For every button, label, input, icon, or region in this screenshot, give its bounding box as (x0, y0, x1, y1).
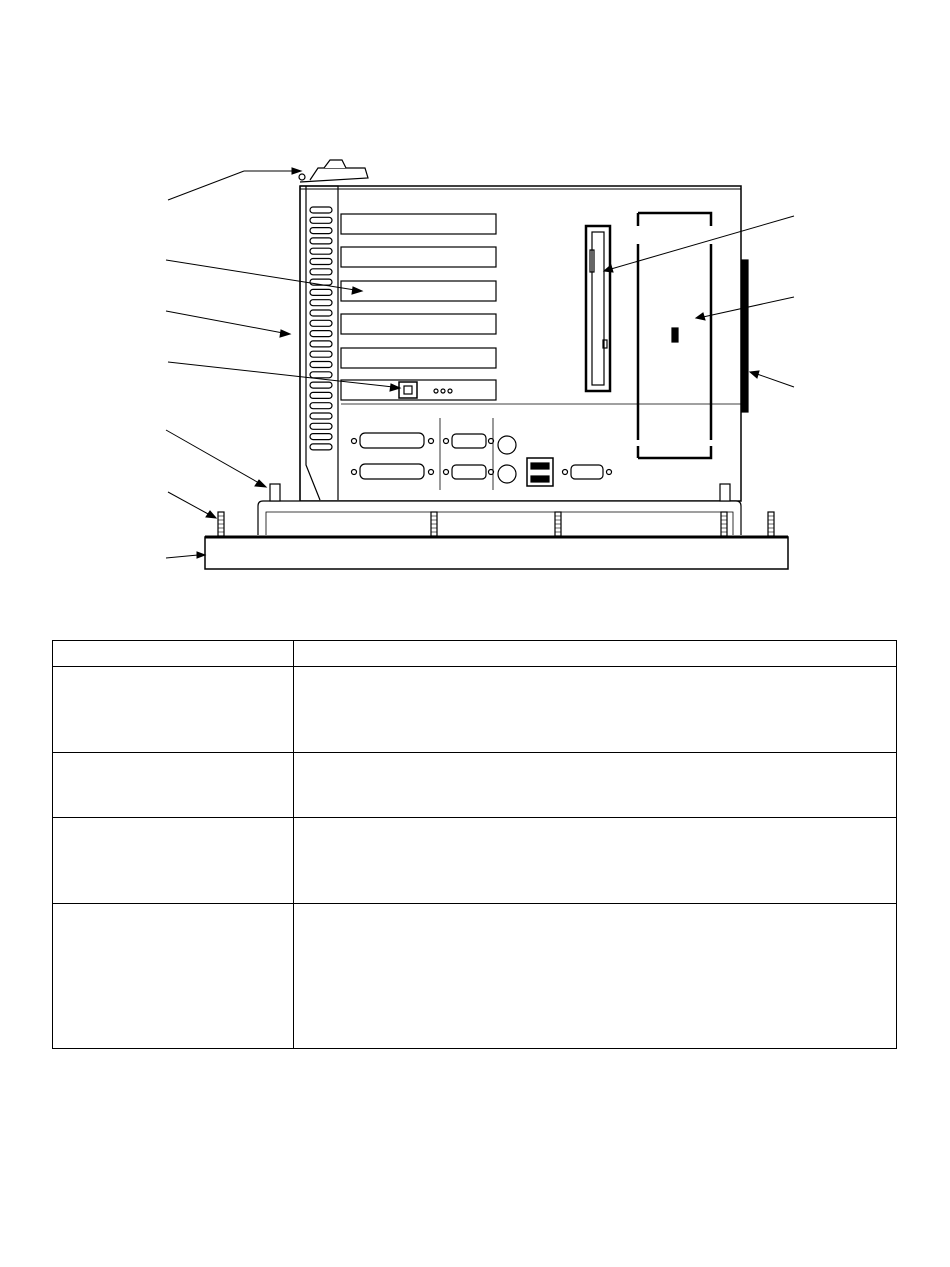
table-cell (53, 818, 294, 904)
base-tray (258, 501, 741, 535)
chassis-body (300, 186, 741, 501)
table-cell (53, 904, 294, 1049)
table-cell (294, 667, 897, 753)
table-cell (294, 818, 897, 904)
table-row (53, 818, 897, 904)
table-header-cell (294, 641, 897, 667)
table-row (53, 753, 897, 818)
computer-rear-panel-diagram (0, 0, 950, 620)
table-cell (294, 753, 897, 818)
front-bezel (205, 537, 788, 569)
table-cell (53, 753, 294, 818)
table-cell (53, 667, 294, 753)
specification-table (52, 640, 897, 1049)
mounting-stud (768, 512, 774, 536)
table-cell (294, 904, 897, 1049)
mounting-stud (218, 512, 224, 536)
table-header-row (53, 641, 897, 667)
table-row (53, 904, 897, 1049)
side-handle (742, 260, 748, 412)
table-row (53, 667, 897, 753)
table-header-cell (53, 641, 294, 667)
